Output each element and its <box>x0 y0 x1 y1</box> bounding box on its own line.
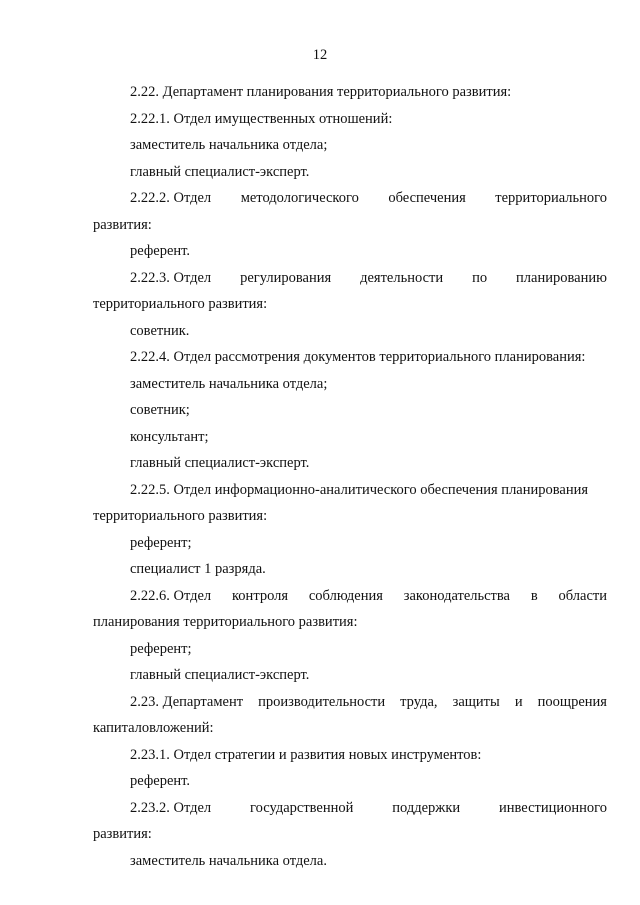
subsection-heading-2-22-5: 2.22.5. Отдел информационно-аналитического обеспечения планирования <box>130 481 589 498</box>
heading-word: и <box>514 693 523 710</box>
heading-continuation: планирования территориального развития: <box>93 614 358 630</box>
position-item: консультант; <box>130 428 209 445</box>
heading-word: деятельности <box>360 269 444 286</box>
heading-word: 2.22.2. Отдел <box>130 190 212 206</box>
section-heading-2-23 <box>93 689 607 716</box>
heading-word: соблюдения <box>308 587 383 604</box>
heading-word: в <box>530 587 538 604</box>
position-item: главный специалист-эксперт. <box>130 667 310 683</box>
section-heading-2-22: 2.22. Департамент планирования территориального развития: <box>130 84 512 100</box>
position-item: референт; <box>130 640 192 657</box>
document-body <box>93 79 607 874</box>
heading-word: регулирования <box>240 269 332 286</box>
subsection-heading-2-22-3 <box>93 265 607 292</box>
heading-word: 2.23. Департамент <box>130 693 244 710</box>
position-item: референт; <box>130 534 192 551</box>
heading-word: поощрения <box>537 693 607 710</box>
heading-word: по <box>472 269 488 286</box>
position-item: советник. <box>130 322 190 339</box>
heading-word: поддержки <box>392 799 461 816</box>
heading-continuation: территориального развития: <box>93 296 268 312</box>
position-item: специалист 1 разряда. <box>130 561 266 577</box>
heading-word: методологического <box>240 190 359 206</box>
heading-word: защиты <box>452 693 500 710</box>
heading-word: территориального <box>495 190 607 206</box>
position-item: главный специалист-эксперт. <box>130 163 310 180</box>
subsection-heading-2-23-1: 2.23.1. Отдел стратегии и развития новых инструментов: <box>130 746 482 763</box>
heading-word: государственной <box>250 799 354 816</box>
position-item: заместитель начальника отдела; <box>130 137 328 153</box>
heading-word: обеспечения <box>388 190 466 206</box>
subsection-heading-2-22-6 <box>93 583 607 610</box>
position-item: заместитель начальника отдела; <box>130 375 328 392</box>
position-item: советник; <box>130 402 190 418</box>
subsection-heading-2-22-4: 2.22.4. Отдел рассмотрения документов территориального планирования: <box>130 349 586 365</box>
heading-continuation: развития: <box>93 826 152 842</box>
heading-word: производительности <box>258 693 386 710</box>
heading-continuation: капиталовложений: <box>93 720 214 736</box>
heading-continuation: территориального развития: <box>93 508 268 524</box>
heading-word: инвестиционного <box>499 799 607 816</box>
heading-word: области <box>558 587 607 604</box>
heading-continuation: развития: <box>93 216 152 233</box>
heading-word: труда, <box>400 693 438 710</box>
subsection-heading-2-23-2 <box>93 795 607 822</box>
page-number: 12 <box>312 47 328 63</box>
position-item: заместитель начальника отдела. <box>130 852 327 869</box>
heading-word: планированию <box>516 269 607 286</box>
heading-word: 2.23.2. Отдел <box>130 799 212 816</box>
position-item: референт. <box>130 773 191 789</box>
heading-word: законодательства <box>403 587 510 604</box>
subsection-heading-2-22-2 <box>93 185 607 212</box>
position-item: главный специалист-эксперт. <box>130 455 310 471</box>
heading-word: контроля <box>232 587 289 604</box>
subsection-heading-2-22-1: 2.22.1. Отдел имущественных отношений: <box>130 110 393 127</box>
heading-word: 2.22.6. Отдел <box>130 587 212 604</box>
heading-word: 2.22.3. Отдел <box>130 269 212 286</box>
position-item: референт. <box>130 243 191 259</box>
